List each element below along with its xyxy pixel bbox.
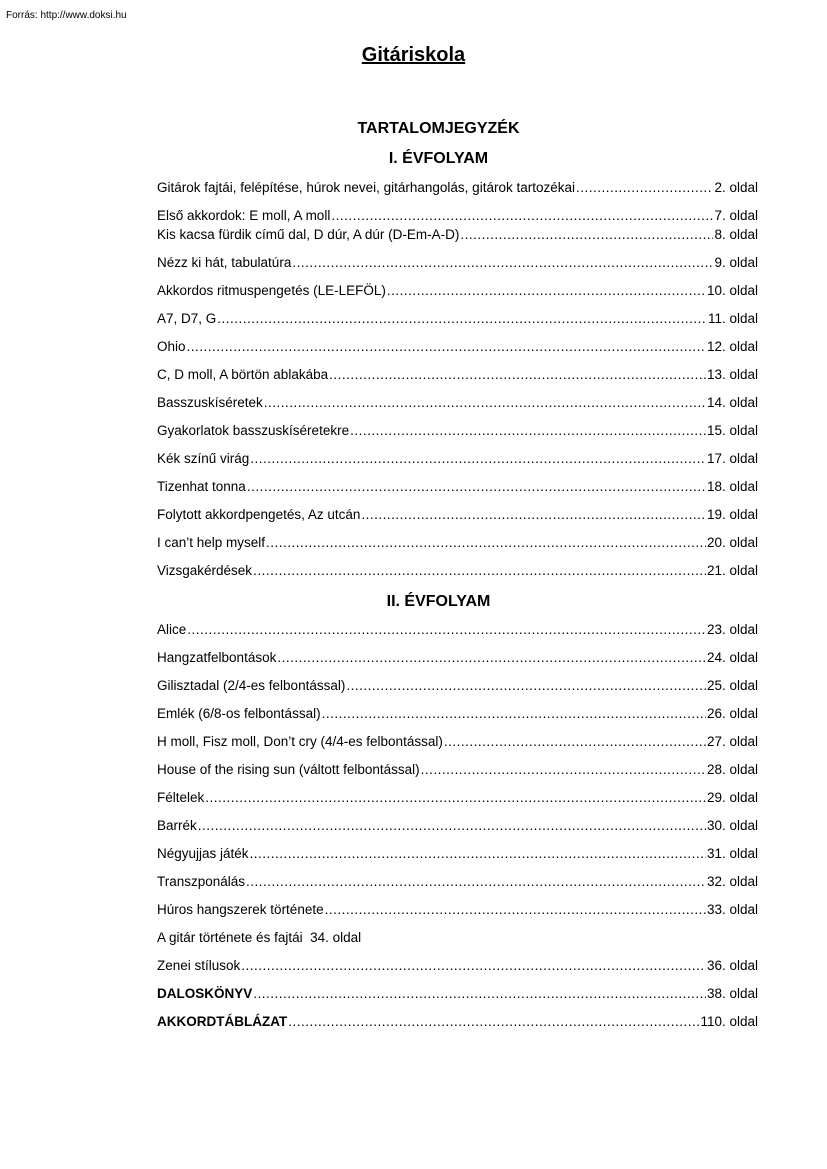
toc-entry-page: 15. oldal xyxy=(706,423,758,438)
toc-entry-page: 2. oldal xyxy=(714,180,758,195)
toc-entry-page: 20. oldal xyxy=(706,535,758,550)
toc-entry-page: 21. oldal xyxy=(706,563,758,578)
toc-entry-page: 29. oldal xyxy=(706,790,758,805)
toc-entry-label: A7, D7, G xyxy=(157,311,217,326)
toc-entry-label: Folytott akkordpengetés, Az utcán xyxy=(157,507,361,522)
toc-entry-page: 33. oldal xyxy=(706,902,758,917)
toc-entry xyxy=(157,283,758,301)
toc-entry-label: Hangzatfelbontások xyxy=(157,650,277,665)
toc-entry-page: 12. oldal xyxy=(706,339,758,354)
toc-entry-page: 30. oldal xyxy=(706,818,758,833)
toc-entry-label: Zenei stílusok xyxy=(157,958,241,973)
toc-entry xyxy=(157,1014,758,1032)
toc-entry-label: Húros hangszerek története xyxy=(157,902,324,917)
toc-entry xyxy=(157,622,758,640)
toc-entry-label: Nézz ki hát, tabulatúra xyxy=(157,255,292,270)
toc-entry-page: 31. oldal xyxy=(706,846,758,861)
toc-entry-page: 10. oldal xyxy=(706,283,758,298)
toc-entry xyxy=(157,650,758,668)
toc-entry xyxy=(157,846,758,864)
toc-entry-label: DALOSKÖNYV xyxy=(157,986,253,1001)
toc-entry-page: 17. oldal xyxy=(706,451,758,466)
toc-entry-page: 25. oldal xyxy=(706,678,758,693)
toc-entry-page: 9. oldal xyxy=(714,255,758,270)
toc-entry-page: 24. oldal xyxy=(706,650,758,665)
page-title: Gitáriskola xyxy=(361,44,466,66)
toc-entry xyxy=(157,423,758,441)
toc-entry-label: House of the rising sun (váltott felbontással) xyxy=(157,762,420,777)
toc-entry-label: AKKORDTÁBLÁZAT xyxy=(157,1014,288,1029)
toc-entry xyxy=(157,790,758,808)
toc-entry-page: 36. oldal xyxy=(706,958,758,973)
toc-entry xyxy=(157,367,758,385)
toc-entry-page: 32. oldal xyxy=(706,874,758,889)
toc-entry xyxy=(157,451,758,469)
toc-entry-label: Vizsgakérdések xyxy=(157,563,253,578)
toc-entry xyxy=(157,762,758,780)
toc-entry-label: Akkordos ritmuspengetés (LE-LEFÖL) xyxy=(157,283,386,298)
toc-entry xyxy=(157,678,758,696)
toc-entry xyxy=(157,311,758,329)
toc-entry-label: C, D moll, A börtön ablakába xyxy=(157,367,329,382)
toc-entry xyxy=(157,255,758,273)
toc-entry-label: H moll, Fisz moll, Don’t cry (4/4-es felbontással) xyxy=(157,734,443,749)
toc-entry-label: Emlék (6/8-os felbontással) xyxy=(157,706,321,721)
toc-entry-page: 110. oldal xyxy=(700,1014,758,1029)
source-note: Forrás: http://www.doksi.hu xyxy=(6,10,127,21)
toc-entry-label: Tizenhat tonna xyxy=(157,479,246,494)
toc-entry xyxy=(157,902,758,920)
toc-entry xyxy=(157,563,758,581)
section-heading-2: II. ÉVFOLYAM xyxy=(386,593,491,610)
toc-entry-label: Féltelek xyxy=(157,790,205,805)
toc-title: TARTALOMJEGYZÉK xyxy=(357,120,520,137)
toc-entry-plain: A gitár története és fajtái 34. oldal xyxy=(157,930,362,945)
toc-entry-label: Négyujjas játék xyxy=(157,846,249,861)
toc-entry-page: 18. oldal xyxy=(706,479,758,494)
toc-entry xyxy=(157,818,758,836)
toc-entry xyxy=(157,208,758,226)
toc-entry xyxy=(157,958,758,976)
toc-entry-label: Kis kacsa fürdik című dal, D dúr, A dúr (D-Em-A-D) xyxy=(157,227,460,242)
toc-entry-label: Gilisztadal (2/4-es felbontással) xyxy=(157,678,346,693)
toc-entry xyxy=(157,395,758,413)
toc-entry xyxy=(157,734,758,752)
toc-entry-page: 38. oldal xyxy=(706,986,758,1001)
toc-entry-page: 26. oldal xyxy=(706,706,758,721)
toc-entry-label: Transzponálás xyxy=(157,874,246,889)
toc-entry-label: Kék színű virág xyxy=(157,451,250,466)
toc-entry-page: 23. oldal xyxy=(706,622,758,637)
toc-entry xyxy=(157,874,758,892)
toc-entry-label: Első akkordok: E moll, A moll xyxy=(157,208,331,223)
toc-entry-label: Gyakorlatok basszuskíséretekre xyxy=(157,423,350,438)
toc-entry-page: 8. oldal xyxy=(714,227,758,242)
toc-entry-page: 27. oldal xyxy=(706,734,758,749)
section-heading-1: I. ÉVFOLYAM xyxy=(388,150,489,167)
toc-entry-label: Ohio xyxy=(157,339,186,354)
toc-entry-page: 13. oldal xyxy=(706,367,758,382)
toc-entry-page: 14. oldal xyxy=(706,395,758,410)
toc-entry-label: Alice xyxy=(157,622,187,637)
toc-entry-page: 7. oldal xyxy=(714,208,758,223)
toc-entry xyxy=(157,339,758,357)
toc-entry-label: Basszuskíséretek xyxy=(157,395,263,410)
toc-entry-page: 28. oldal xyxy=(706,762,758,777)
toc-entry xyxy=(157,507,758,525)
toc-entry-label: Gitárok fajtái, felépítése, húrok nevei, gitárhangolás, gitárok tartozékai xyxy=(157,180,575,195)
toc-entry xyxy=(157,535,758,553)
toc-entry-page: 19. oldal xyxy=(706,507,758,522)
toc-entry-label: Barrék xyxy=(157,818,197,833)
toc-entry-page: 11. oldal xyxy=(707,311,758,326)
toc-entry xyxy=(157,706,758,724)
toc-entry xyxy=(157,180,758,198)
toc-entry xyxy=(157,227,758,245)
toc-entry xyxy=(157,986,758,1004)
toc-entry-label: I can’t help myself xyxy=(157,535,266,550)
toc-entry xyxy=(157,479,758,497)
